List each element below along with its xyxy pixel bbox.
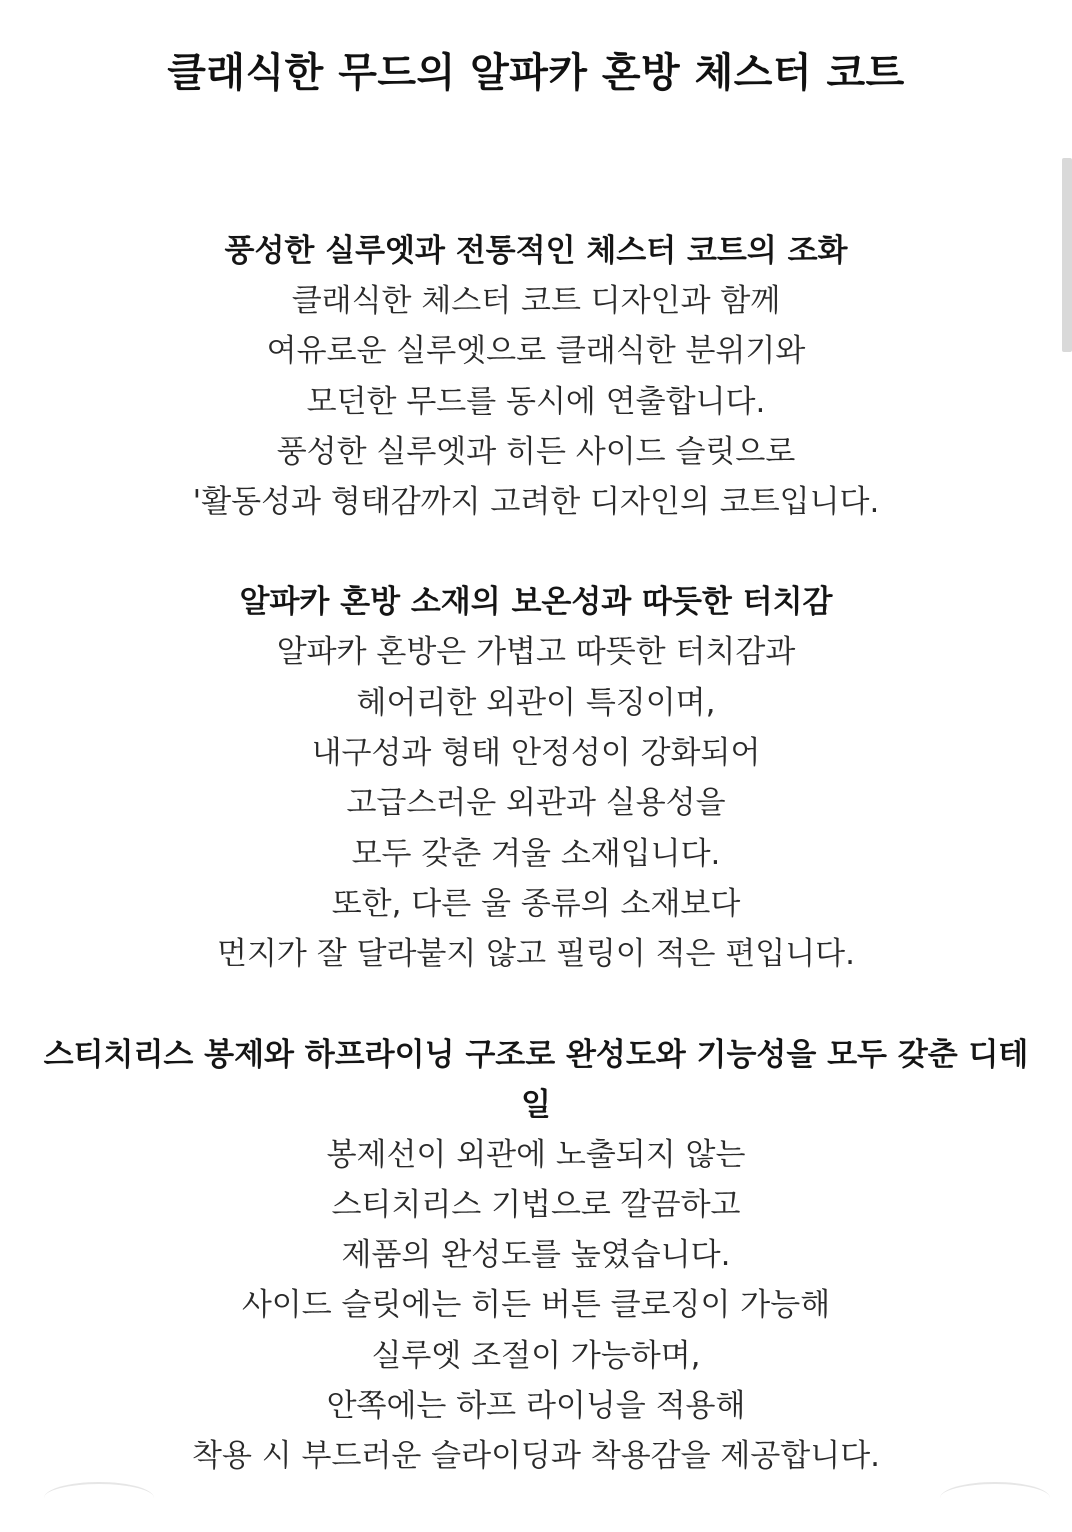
page-title: 클래식한 무드의 알파카 혼방 체스터 코트 <box>167 49 905 96</box>
description-line: 또한, 다른 울 종류의 소재보다 <box>331 885 741 922</box>
description-line: 클래식한 체스터 코트 디자인과 함께 <box>291 283 781 319</box>
description-line: 풍성한 실루엣과 히든 사이드 슬릿으로 <box>276 433 796 470</box>
product-description <box>0 226 1072 1532</box>
description-line: 실루엣 조절이 가능하며, <box>371 1337 701 1374</box>
description-line: 모던한 무드를 동시에 연출합니다. <box>306 383 766 420</box>
description-section-detail <box>0 1030 1072 1482</box>
description-line: 모두 갖춘 겨울 소재입니다. <box>351 835 721 872</box>
description-line: 착용 시 부드러운 슬라이딩과 착용감을 제공합니다. <box>192 1438 880 1475</box>
description-section-silhouette <box>0 226 1072 527</box>
description-line: 알파카 혼방은 가볍고 따뜻한 터치감과 <box>276 634 796 671</box>
section-heading: 알파카 혼방 소재의 보온성과 따듯한 터치감 <box>239 584 833 621</box>
description-line: '활동성과 형태감까지 고려한 디자인의 코트입니다. <box>192 484 880 521</box>
section-heading: 스티치리스 봉제와 하프라이닝 구조로 완성도와 기능성을 모두 갖춘 디테일 <box>43 1036 1029 1123</box>
description-line: 사이드 슬릿에는 히든 버튼 클로징이 가능해 <box>241 1287 831 1324</box>
description-section-material <box>0 577 1072 979</box>
bottom-edge-shape <box>940 1482 1050 1514</box>
description-line: 스티치리스 기법으로 깔끔하고 <box>331 1186 741 1223</box>
description-line: 고급스러운 외관과 실용성을 <box>346 785 726 822</box>
section-heading: 풍성한 실루엣과 전통적인 체스터 코트의 조화 <box>224 233 848 269</box>
description-line: 먼지가 잘 달라붙지 않고 필링이 적은 편입니다. <box>217 936 855 973</box>
bottom-edge-shape <box>44 1482 154 1514</box>
description-line: 제품의 완성도를 높였습니다. <box>341 1237 731 1274</box>
description-line: 안쪽에는 하프 라이닝을 적용해 <box>326 1388 746 1425</box>
description-line: 봉제선이 외관에 노출되지 않는 <box>326 1136 746 1173</box>
description-line: 헤어리한 외관이 특징이며, <box>356 684 716 721</box>
description-line: 내구성과 형태 안정성이 강화되어 <box>311 735 761 772</box>
description-line: 여유로운 실루엣으로 클래식한 분위기와 <box>266 333 806 370</box>
